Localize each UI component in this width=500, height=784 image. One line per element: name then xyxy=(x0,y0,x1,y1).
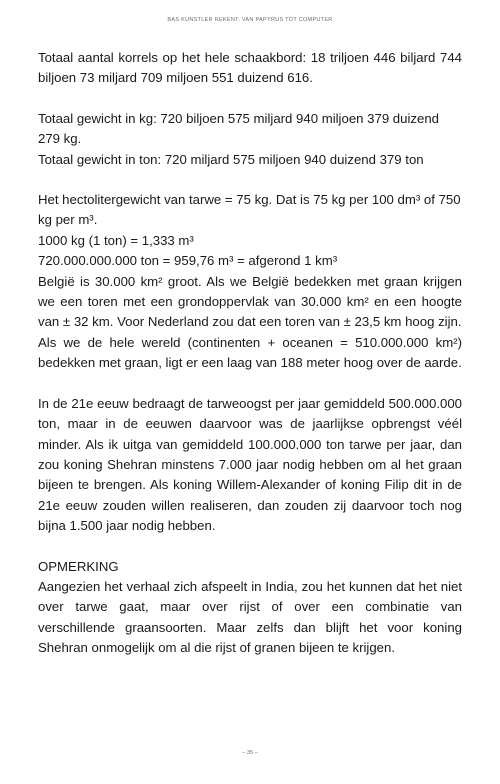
total-weight-kg-paragraph: Totaal gewicht in kg: 720 biljoen 575 miljard 940 miljoen 379 duizend 279 kg. xyxy=(38,110,440,147)
hectoliter-weight-paragraph: Het hectolitergewicht van tarwe = 75 kg. Dat is 75 kg per 100 dm³ of 750 kg per m³. xyxy=(38,192,461,228)
harvest-paragraph: In de 21e eeuw bedraagt de tarweoogst per jaar gemiddeld 500.000.000 ton, maar in de eeuwen daarvoor was de jaarlijkse opbrengst véél minder. Als ik uitga van gemiddeld 100.000.000 ton tarwe per jaar, dan zou koning Shehran minstens 7.000 jaar nodig hebben om al het graan bijeen te brengen. Als koning Willem-Alexander of koning Filip dit in de 21e eeuw zouden willen realiseren, dan zouden zij daarvoor toch nog bijna 1.500 jaar nodig hebben. xyxy=(38,395,462,534)
spacer xyxy=(38,170,462,190)
world-paragraph: Als we de hele wereld (continenten + oceanen = 510.000.000 km²) bedekken met graan, ligt er een laag van 188 meter hoog over de aarde. xyxy=(38,334,462,371)
remark-heading: OPMERKING xyxy=(38,558,119,574)
page-number: – 35 – xyxy=(242,750,258,756)
belgium-paragraph: België is 30.000 km² groot. Als we België bedekken met graan krijgen we een toren met een grondoppervlak van 30.000 km² en een hoogte van ± 32 km. Voor Nederland zou dat een toren van ± 23,5 km hoog zijn. xyxy=(38,273,462,330)
spacer xyxy=(38,374,462,394)
ton-to-volume-line: 1000 kg (1 ton) = 1,333 m³ xyxy=(38,232,194,248)
spacer xyxy=(38,89,462,109)
total-volume-line: 720.000.000.000 ton = 959,76 m³ = afgerond 1 km³ xyxy=(38,253,338,269)
running-header: BAS KUNSTLER REKENT. VAN PAPYRUS TOT COMPUTER xyxy=(167,17,333,23)
page-body xyxy=(38,48,462,659)
remark-paragraph: Aangezien het verhaal zich afspeelt in India, zou het kunnen dat het niet over tarwe gaat, maar over rijst of over een combinatie van verschillende graansoorten. Maar zelfs dan blijft het voor koning Shehran onmogelijk om al die rijst of granen bijeen te krijgen. xyxy=(38,578,462,656)
total-grains-paragraph: Totaal aantal korrels op het hele schaakbord: 18 triljoen 446 biljard 744 biljoen 73 miljard 709 miljoen 551 duizend 616. xyxy=(38,50,462,86)
spacer xyxy=(38,537,462,557)
total-weight-ton-paragraph: Totaal gewicht in ton: 720 miljard 575 miljoen 940 duizend 379 ton xyxy=(38,151,424,167)
